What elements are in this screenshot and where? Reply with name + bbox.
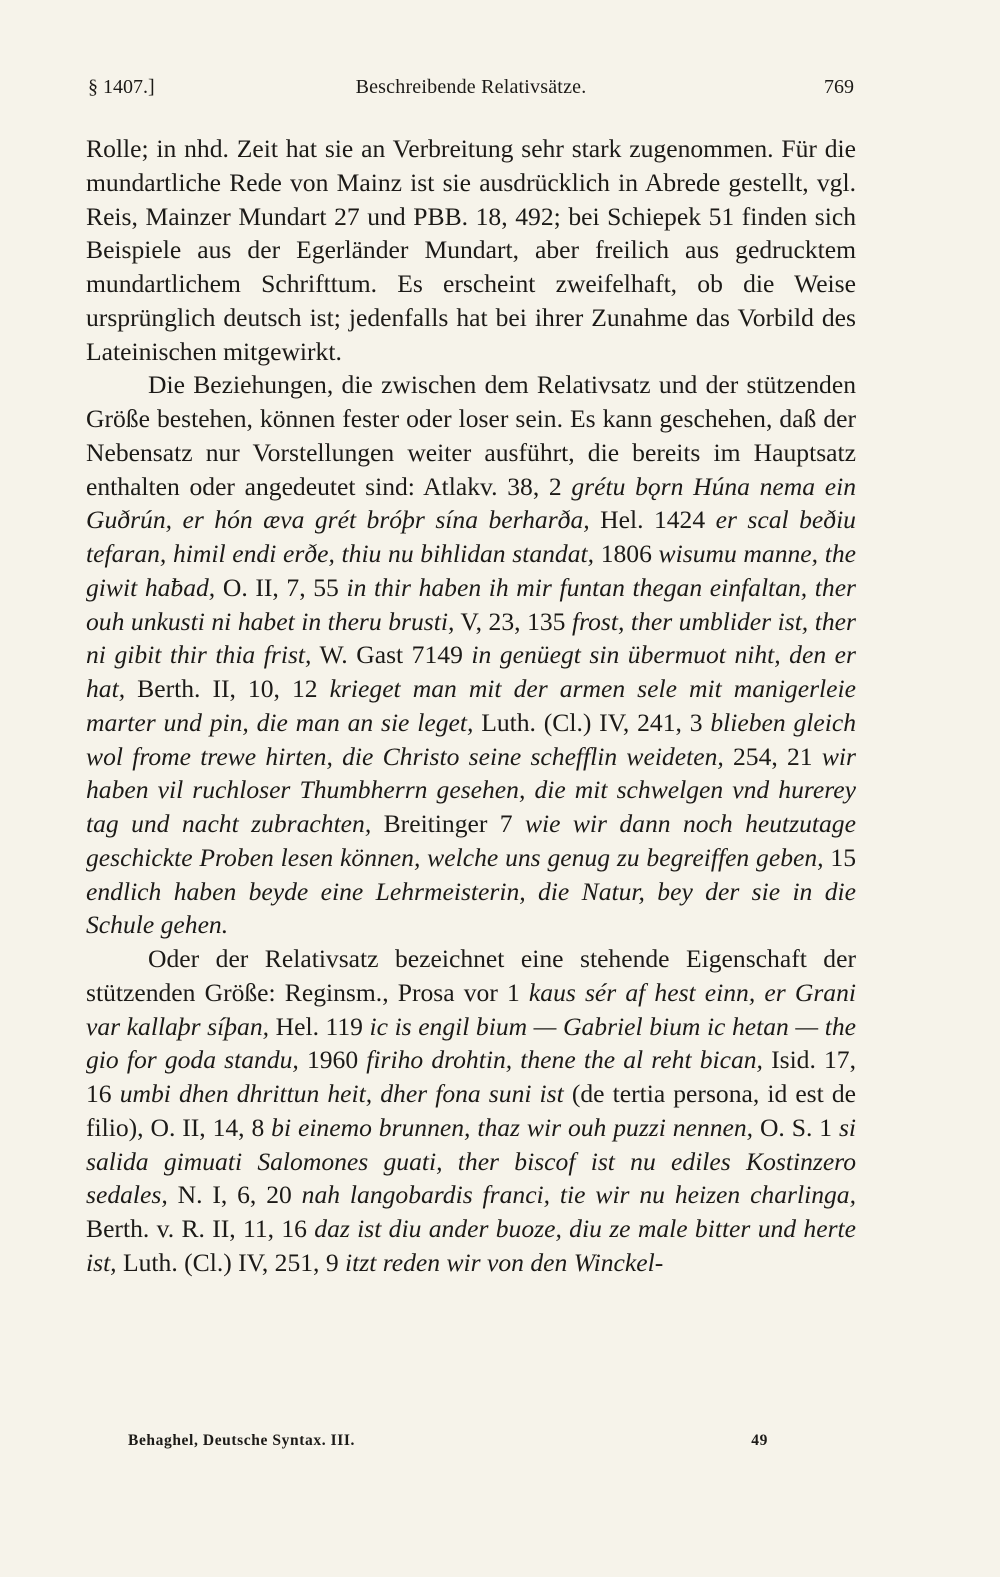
quoted-example: wisumu manne, the giwit haƀad, bbox=[86, 539, 856, 602]
running-header bbox=[88, 76, 854, 108]
footer-signature: Behaghel, Deutsche Syntax. III. bbox=[128, 1432, 356, 1449]
quoted-example: umbi dhen dhrittun heit, dher fona suni ist bbox=[119, 1079, 564, 1108]
text-run: Die Beziehungen, die zwischen dem Relativsatz und der stützenden Größe bestehen, können fester oder loser sein. Es kann geschehen, daß der Nebensatz nur Vorstellungen weiter ausführt, die bereits im Hauptsatz enthalten oder angedeutet sind: Atlakv. 38, 2 bbox=[86, 370, 856, 501]
text-run: (de tertia persona, id est de filio), O. II, 14, 8 bbox=[86, 1079, 856, 1142]
text-run: Breitinger 7 bbox=[371, 809, 525, 838]
page-number: 769 bbox=[824, 76, 854, 98]
quoted-example: frost, ther umblider ist, ther ni gibit thir thia frist, bbox=[86, 606, 856, 670]
text-run: Berth. v. R. II, 11, 16 bbox=[86, 1214, 315, 1243]
quoted-example: nah langobardis franci, tie wir nu heizen charlinga, bbox=[301, 1180, 856, 1210]
paragraph bbox=[86, 942, 856, 1280]
text-run: V, 23, 135 bbox=[454, 606, 572, 636]
paragraph bbox=[86, 368, 856, 942]
text-run: Luth. (Cl.) IV, 241, 3 bbox=[473, 707, 711, 737]
quoted-example: itzt reden wir von den Winckel- bbox=[345, 1247, 664, 1277]
quoted-example: endlich haben beyde eine Lehrmeisterin, die Natur, bey der sie in die Schule gehen. bbox=[86, 876, 856, 940]
paragraph bbox=[86, 132, 856, 368]
text-run: O. S. 1 bbox=[753, 1112, 839, 1142]
text-run: W. Gast 7149 bbox=[311, 640, 472, 670]
text-run: Hel. 1424 bbox=[589, 505, 716, 535]
text-run: Rolle; in nhd. Zeit hat sie an Verbreitung sehr stark zugenommen. Für die mundartliche Rede von Mainz ist sie ausdrücklich in Abrede gestellt, vgl. Reis, Mainzer Mundart 27 und PBB. 18, 492; bei Schiepek 51 finden sich Beispiele aus der Egerländer Mundart, aber freilich aus gedrucktem mundartlichem Schrifttum. Es erscheint zweifelhaft, ob die Weise ursprünglich deutsch ist; jedenfalls hat bei ihrer Zunahme das Vorbild des Lateinischen mitgewirkt. bbox=[86, 134, 856, 366]
sheet-number: 49 bbox=[751, 1432, 768, 1449]
text-run: 1960 bbox=[298, 1045, 367, 1075]
text-run: Hel. 119 bbox=[269, 1011, 370, 1041]
quoted-example: blieben gleich wol frome trewe hirten, die Christo seine schefflin weideten, bbox=[86, 707, 856, 771]
footer bbox=[128, 1432, 768, 1458]
quoted-example: in thir haben ih mir funtan thegan einfaltan, ther ouh unkusti ni habet in theru brusti, bbox=[86, 572, 857, 636]
quoted-example: er scal beðiu tefaran, himil endi erðe, thiu nu bihlidan standat, bbox=[86, 505, 856, 568]
quoted-example: kaus sér af hest einn, er Grani var kallaþr síþan, bbox=[86, 977, 856, 1041]
text-run: 254, 21 bbox=[723, 741, 822, 771]
quoted-example: ic is engil bium — Gabriel bium ic hetan — the gio for goda standu, bbox=[86, 1011, 856, 1075]
text-run: Luth. (Cl.) IV, 251, 9 bbox=[116, 1247, 346, 1277]
running-title: Beschreibende Relativsätze. bbox=[355, 76, 587, 98]
text-run: N. I, 6, 20 bbox=[167, 1180, 302, 1210]
quoted-example: wir haben vil ruchloser Thumbherrn gesehen, die mit schwelgen vnd hurerey tag und nacht zubrachten, bbox=[86, 741, 856, 838]
quoted-example: in genüegt sin übermuot niht, den er hat, bbox=[86, 640, 856, 703]
quoted-example: si salida gimuati Salomones guati, ther biscof ist nu ediles Kostinzero sedales, bbox=[86, 1112, 857, 1210]
text-run: Berth. II, 10, 12 bbox=[125, 674, 330, 703]
text-run: 1806 bbox=[594, 539, 659, 568]
quoted-example: daz ist diu ander buoze, diu ze male bitter und herte ist, bbox=[86, 1214, 856, 1277]
text-run: 15 bbox=[823, 842, 857, 872]
quoted-example: krieget man mit der armen sele mit manigerleie marter und pin, die man an sie leget, bbox=[86, 674, 856, 737]
quoted-example: wie wir dann noch heutzutage geschickte Proben lesen können, welche uns genug zu begreiffen geben, bbox=[86, 809, 856, 872]
text-run: O. II, 7, 55 bbox=[215, 572, 347, 602]
quoted-example: firiho drohtin, thene the al reht bican, bbox=[366, 1045, 763, 1075]
quoted-example: grétu bǫrn Húna nema ein Guðrún, er hón æva grét bróþr sína berharða, bbox=[86, 471, 857, 535]
text-run: Isid. 17, 16 bbox=[86, 1045, 857, 1108]
quoted-example: bi einemo brunnen, thaz wir ouh puzzi nennen, bbox=[271, 1112, 754, 1142]
section-reference: § 1407.] bbox=[88, 76, 155, 98]
text-run: Oder der Relativsatz bezeichnet eine stehende Eigenschaft der stützenden Größe: Reginsm., Prosa vor 1 bbox=[86, 944, 856, 1007]
body-text bbox=[86, 132, 856, 1280]
